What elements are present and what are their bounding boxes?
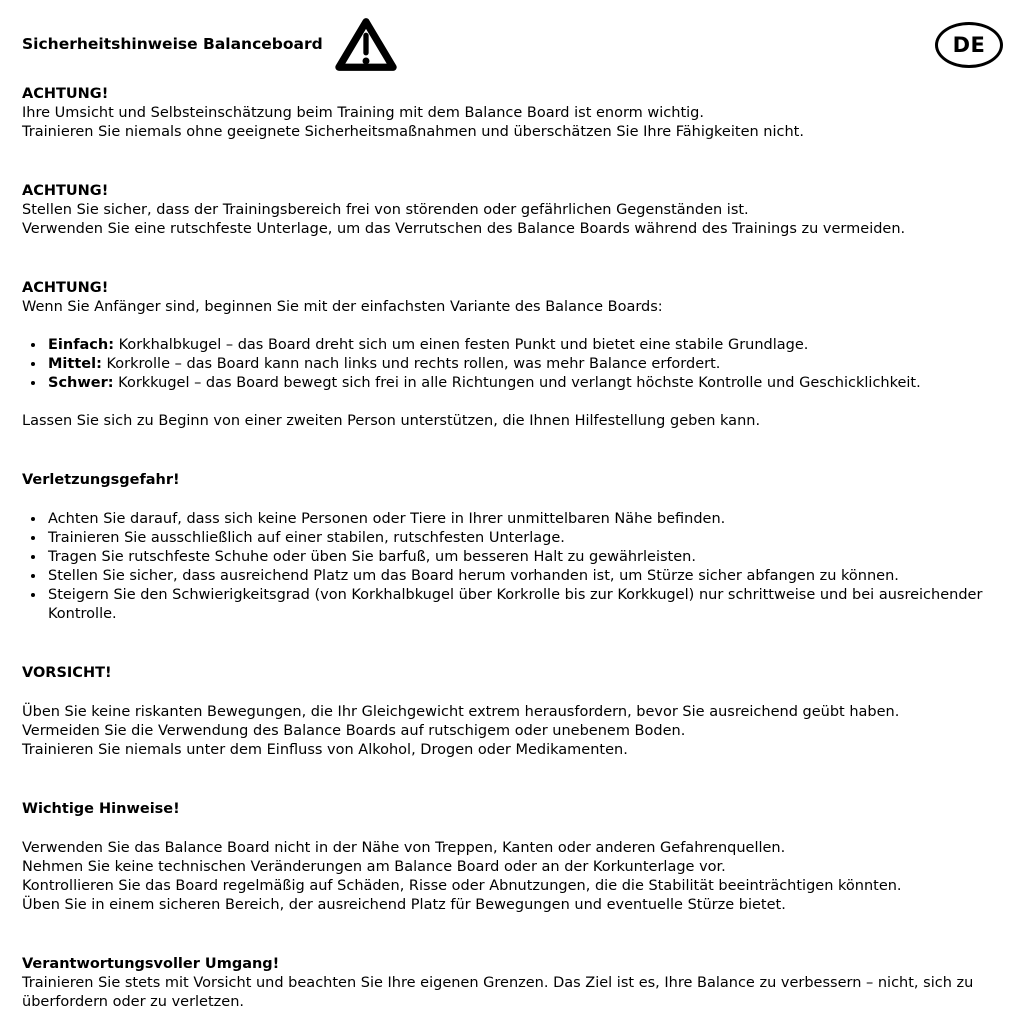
bullet-item: • Trainieren Sie ausschließlich auf einer stabilen, rutschfesten Unterlage. <box>46 529 1003 548</box>
section-heading: ACHTUNG! <box>22 86 109 102</box>
section <box>22 182 1003 239</box>
paragraph-line: Nehmen Sie keine technischen Veränderungen am Balance Board oder an der Korkunterlage vor. <box>22 859 726 875</box>
section-heading: ACHTUNG! <box>22 183 109 199</box>
paragraph-line: Trainieren Sie niemals unter dem Einfluss von Alkohol, Drogen oder Medikamenten. <box>22 742 628 758</box>
paragraph-block <box>22 703 1003 760</box>
paragraph-line: Üben Sie in einem sicheren Bereich, der ausreichend Platz für Bewegungen und eventuelle Stürze bietet. <box>22 897 786 913</box>
warning-triangle-icon <box>335 16 397 74</box>
section-heading: Verantwortungsvoller Umgang! <box>22 956 280 972</box>
bullet-lead: Schwer: <box>48 375 114 391</box>
paragraph-block <box>22 412 1003 431</box>
section-heading: Wichtige Hinweise! <box>22 801 180 817</box>
paragraph-block <box>22 974 1003 1012</box>
paragraph-block <box>22 104 1003 142</box>
paragraph-block <box>22 839 1003 915</box>
paragraph-line: Trainieren Sie niemals ohne geeignete Sicherheitsmaßnahmen und überschätzen Sie Ihre Fähigkeiten nicht. <box>22 124 804 140</box>
paragraph-line: Trainieren Sie stets mit Vorsicht und beachten Sie Ihre eigenen Grenzen. Das Ziel ist es, Ihre Balance zu verbessern – nicht, sich zu überfordern oder zu verletzen. <box>22 975 974 1010</box>
de-language-badge <box>935 22 1003 68</box>
paragraph-line: Ihre Umsicht und Selbsteinschätzung beim Training mit dem Balance Board ist enorm wichtig. <box>22 105 704 121</box>
bullet-list <box>22 336 1003 393</box>
paragraph-line: Lassen Sie sich zu Beginn von einer zweiten Person unterstützen, die Ihnen Hilfestellung geben kann. <box>22 413 761 429</box>
section <box>22 800 1003 915</box>
paragraph-block <box>22 298 1003 317</box>
bullet-list <box>22 510 1003 624</box>
section <box>22 471 1003 624</box>
bullet-item: • Mittel: Korkrolle – das Board kann nach links und rechts rollen, was mehr Balance erfordert. <box>46 355 1003 374</box>
bullet-item: • Steigern Sie den Schwierigkeitsgrad (von Korkhalbkugel über Korkrolle bis zur Korkkugel) nur schrittweise und bei ausreichender Kontrolle. <box>46 586 1003 624</box>
bullet-lead: Mittel: <box>48 356 102 372</box>
paragraph-line: Wenn Sie Anfänger sind, beginnen Sie mit der einfachsten Variante des Balance Boards: <box>22 299 663 315</box>
section <box>22 279 1003 431</box>
bullet-item: • Stellen Sie sicher, dass ausreichend Platz um das Board herum vorhanden ist, um Stürze sicher abfangen zu können. <box>46 567 1003 586</box>
paragraph-line: Vermeiden Sie die Verwendung des Balance Boards auf rutschigem oder unebenem Boden. <box>22 723 686 739</box>
bullet-item: • Schwer: Korkkugel – das Board bewegt sich frei in alle Richtungen und verlangt höchste Kontrolle und Geschicklichkeit. <box>46 374 1003 393</box>
section <box>22 85 1003 142</box>
paragraph-line: Verwenden Sie eine rutschfeste Unterlage, um das Verrutschen des Balance Boards während des Trainings zu vermeiden. <box>22 221 906 237</box>
paragraph-line: Üben Sie keine riskanten Bewegungen, die Ihr Gleichgewicht extrem herausfordern, bevor Sie ausreichend geübt haben. <box>22 704 900 720</box>
paragraph-block <box>22 201 1003 239</box>
section <box>22 955 1003 1012</box>
section-heading: Verletzungsgefahr! <box>22 472 180 488</box>
section-heading: VORSICHT! <box>22 665 112 681</box>
paragraph-line: Stellen Sie sicher, dass der Trainingsbereich frei von störenden oder gefährlichen Gegenständen ist. <box>22 202 749 218</box>
bullet-item: • Einfach: Korkhalbkugel – das Board dreht sich um einen festen Punkt und bietet eine stabile Grundlage. <box>46 336 1003 355</box>
sections <box>22 85 1003 1012</box>
section-heading: ACHTUNG! <box>22 280 109 296</box>
bullet-item: • Achten Sie darauf, dass sich keine Personen oder Tiere in Ihrer unmittelbaren Nähe befinden. <box>46 510 1003 529</box>
paragraph-line: Verwenden Sie das Balance Board nicht in der Nähe von Treppen, Kanten oder anderen Gefahrenquellen. <box>22 840 786 856</box>
bullet-item: • Tragen Sie rutschfeste Schuhe oder üben Sie barfuß, um besseren Halt zu gewährleisten. <box>46 548 1003 567</box>
language-code: DE <box>952 32 986 57</box>
section <box>22 664 1003 760</box>
page-title: Sicherheitshinweise Balanceboard <box>22 35 323 54</box>
paragraph-line: Kontrollieren Sie das Board regelmäßig auf Schäden, Risse oder Abnutzungen, die die Stabilität beeinträchtigen könnten. <box>22 878 902 894</box>
document-header <box>22 14 1003 76</box>
bullet-lead: Einfach: <box>48 337 115 353</box>
